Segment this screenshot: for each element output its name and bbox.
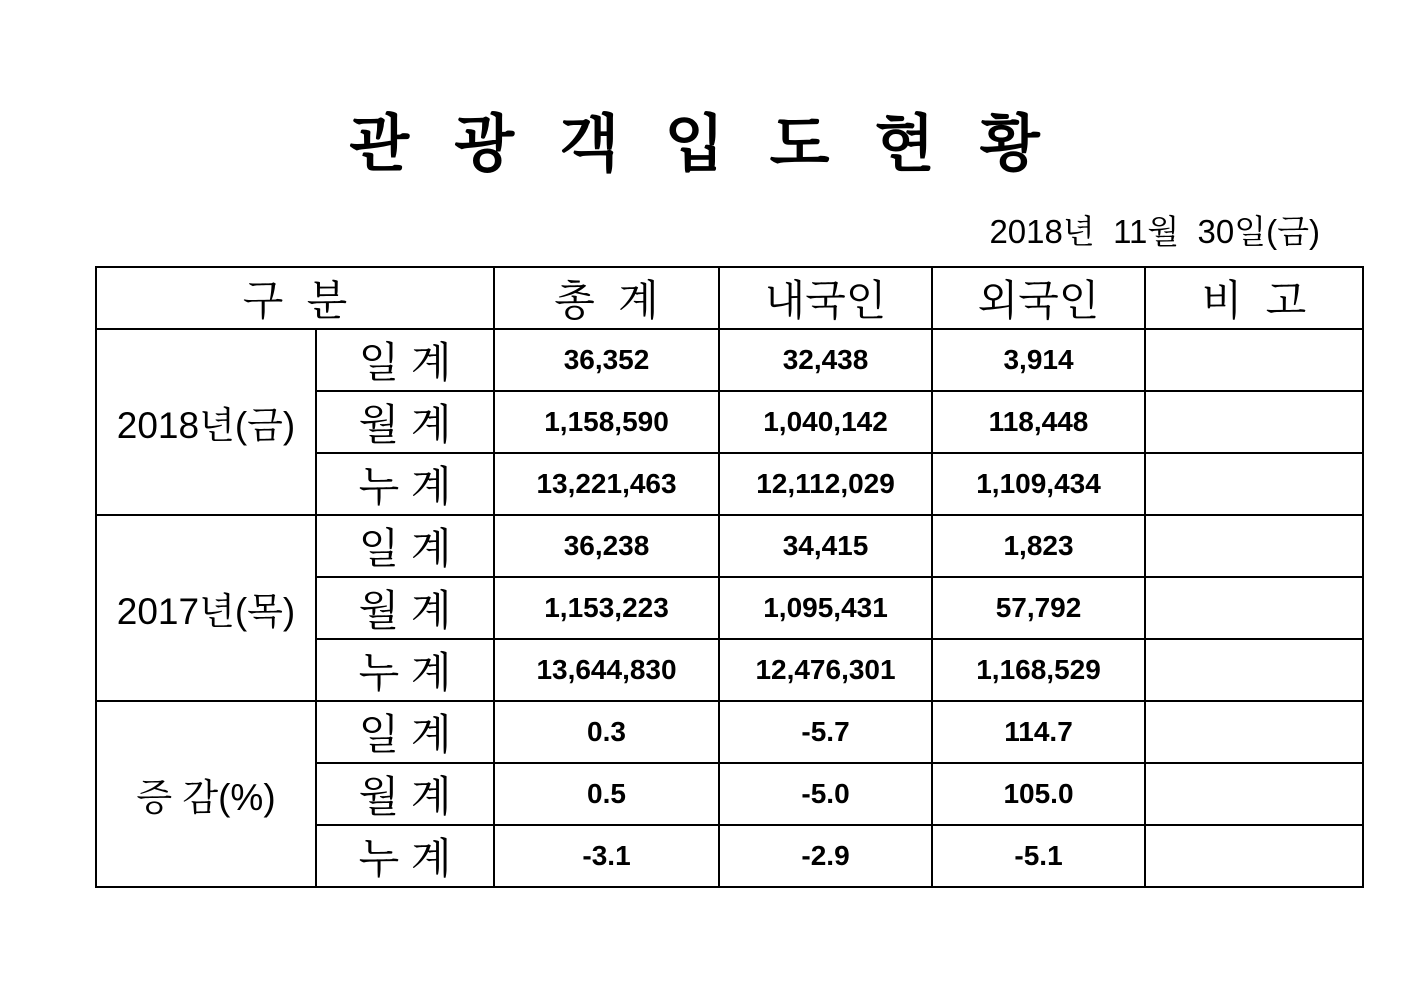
cell-domestic: 12,476,301 <box>719 639 932 701</box>
row-label-cumulative: 누 계 <box>316 453 494 515</box>
cell-domestic: -2.9 <box>719 825 932 887</box>
cell-total: -3.1 <box>494 825 719 887</box>
cell-foreign: 114.7 <box>932 701 1145 763</box>
cell-foreign: 3,914 <box>932 329 1145 391</box>
row-label-daily: 일 계 <box>316 329 494 391</box>
cell-remarks <box>1145 515 1363 577</box>
cell-foreign: 118,448 <box>932 391 1145 453</box>
cell-domestic: 32,438 <box>719 329 932 391</box>
cell-total: 36,238 <box>494 515 719 577</box>
cell-total: 1,153,223 <box>494 577 719 639</box>
cell-total: 0.3 <box>494 701 719 763</box>
cell-remarks <box>1145 577 1363 639</box>
header-remarks: 비 고 <box>1145 267 1363 329</box>
cell-remarks <box>1145 763 1363 825</box>
row-label-monthly: 월 계 <box>316 391 494 453</box>
tourist-arrival-table <box>95 266 1364 888</box>
row-label-daily: 일 계 <box>316 701 494 763</box>
row-label-monthly: 월 계 <box>316 763 494 825</box>
cell-foreign: 1,168,529 <box>932 639 1145 701</box>
report-date: 2018년 11월 30일(금) <box>989 213 1320 250</box>
header-domestic: 내국인 <box>719 267 932 329</box>
cell-domestic: 1,095,431 <box>719 577 932 639</box>
cell-foreign: 1,109,434 <box>932 453 1145 515</box>
cell-remarks <box>1145 453 1363 515</box>
row-label-monthly: 월 계 <box>316 577 494 639</box>
page-title: 관 광 객 입 도 현 황 <box>349 110 1054 179</box>
group-label-change: 증 감(%) <box>96 701 316 887</box>
header-total: 총 계 <box>494 267 719 329</box>
cell-total: 1,158,590 <box>494 391 719 453</box>
cell-remarks <box>1145 391 1363 453</box>
row-label-cumulative: 누 계 <box>316 825 494 887</box>
header-foreign: 외국인 <box>932 267 1145 329</box>
cell-domestic: 1,040,142 <box>719 391 932 453</box>
cell-total: 36,352 <box>494 329 719 391</box>
cell-remarks <box>1145 701 1363 763</box>
cell-remarks <box>1145 825 1363 887</box>
table-row <box>96 329 1363 391</box>
row-label-daily: 일 계 <box>316 515 494 577</box>
table-row <box>96 701 1363 763</box>
cell-foreign: 57,792 <box>932 577 1145 639</box>
cell-domestic: 12,112,029 <box>719 453 932 515</box>
cell-foreign: -5.1 <box>932 825 1145 887</box>
cell-foreign: 105.0 <box>932 763 1145 825</box>
group-label-2017: 2017년(목) <box>96 515 316 701</box>
cell-total: 13,221,463 <box>494 453 719 515</box>
table-header-row <box>96 267 1363 329</box>
cell-foreign: 1,823 <box>932 515 1145 577</box>
cell-domestic: -5.0 <box>719 763 932 825</box>
row-label-cumulative: 누 계 <box>316 639 494 701</box>
cell-remarks <box>1145 329 1363 391</box>
cell-total: 0.5 <box>494 763 719 825</box>
cell-domestic: 34,415 <box>719 515 932 577</box>
table-row <box>96 515 1363 577</box>
group-label-2018: 2018년(금) <box>96 329 316 515</box>
cell-total: 13,644,830 <box>494 639 719 701</box>
cell-domestic: -5.7 <box>719 701 932 763</box>
cell-remarks <box>1145 639 1363 701</box>
header-category: 구 분 <box>96 267 494 329</box>
